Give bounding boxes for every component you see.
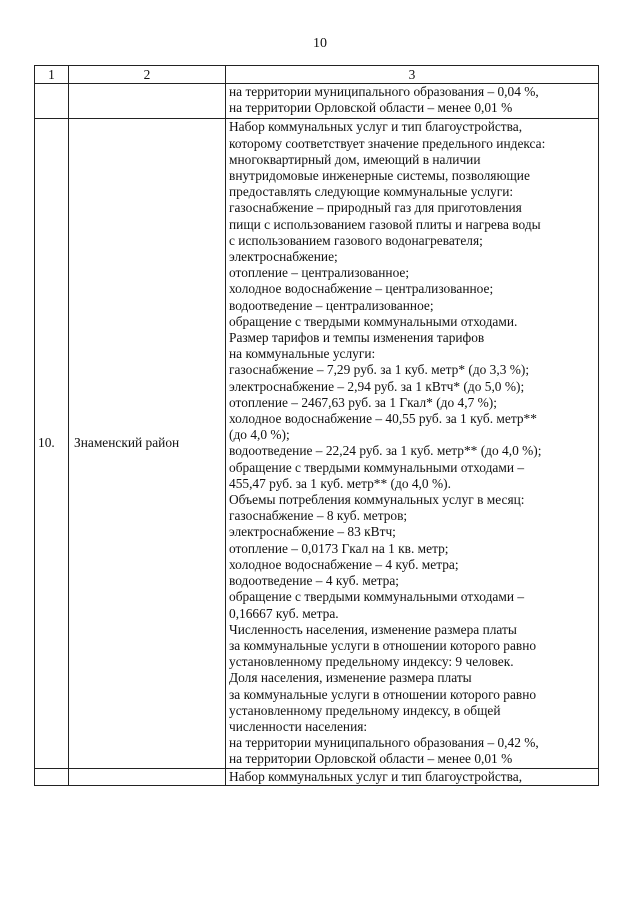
content-line: электроснабжение – 83 кВтч; <box>229 524 396 540</box>
content-line: Численность населения, изменение размера платы <box>229 621 517 637</box>
row-number: 10. <box>35 119 69 768</box>
content-line: Объемы потребления коммунальных услуг в месяц: <box>229 492 525 508</box>
content-line: с использованием газового водонагревателя; <box>229 232 483 248</box>
table-row-10 <box>35 119 599 768</box>
content-line: предоставлять следующие коммунальные услуги: <box>229 184 514 200</box>
content-line: 0,16667 куб. метра. <box>229 605 339 621</box>
content-line: газоснабжение – природный газ для приготовления <box>229 200 522 216</box>
content-line: электроснабжение; <box>229 249 338 265</box>
district-name: Знаменский район <box>69 119 226 768</box>
table-header-row <box>35 66 599 84</box>
content-line: установленному предельному индексу: 9 человек. <box>229 654 514 670</box>
content-line: Набор коммунальных услуг и тип благоустройства, <box>229 119 523 135</box>
content-line: водоотведение – 22,24 руб. за 1 куб. метр** (до 4,0 %); <box>229 443 542 459</box>
content-line: водоотведение – централизованное; <box>229 297 434 313</box>
content-line: холодное водоснабжение – централизованное; <box>229 281 494 297</box>
content-line: холодное водоснабжение – 4 куб. метра; <box>229 556 459 572</box>
content-line: на территории Орловской области – менее 0,01 % <box>229 100 513 116</box>
content-line: водоотведение – 4 куб. метра; <box>229 573 400 589</box>
content-line: обращение с твердыми коммунальными отходами – <box>229 459 525 475</box>
next-row-name-cell <box>69 768 226 785</box>
content-line: за коммунальные услуги в отношении которого равно <box>229 686 537 702</box>
content-line: на территории Орловской области – менее 0,01 % <box>229 751 513 767</box>
content-line: Доля населения, изменение размера платы <box>229 670 472 686</box>
content-line: отопление – централизованное; <box>229 265 410 281</box>
content-line: на коммунальные услуги: <box>229 346 376 362</box>
page-number: 10 <box>313 36 327 51</box>
content-line: за коммунальные услуги в отношении которого равно <box>229 637 537 653</box>
content-line: пищи с использованием газовой плиты и нагрева воды <box>229 216 541 232</box>
continuation-content-cell <box>226 84 599 119</box>
continuation-row <box>35 84 599 119</box>
content-line: обращение с твердыми коммунальными отходами. <box>229 313 518 329</box>
next-row <box>35 768 599 785</box>
tariff-table <box>34 65 599 786</box>
continuation-number-cell <box>35 84 69 119</box>
content-line: внутридомовые инженерные системы, позволяющие <box>229 168 530 184</box>
header-col-3: 3 <box>226 66 599 84</box>
next-row-content-cell <box>226 768 599 785</box>
content-line: Набор коммунальных услуг и тип благоустройства, <box>229 768 523 784</box>
content-line: газоснабжение – 8 куб. метров; <box>229 508 408 524</box>
content-line: холодное водоснабжение – 40,55 руб. за 1 куб. метр** <box>229 411 537 427</box>
content-line: на территории муниципального образования – 0,42 %, <box>229 735 539 751</box>
content-line: численности населения: <box>229 718 368 734</box>
content-line: 455,47 руб. за 1 куб. метр** (до 4,0 %). <box>229 475 451 491</box>
content-line: газоснабжение – 7,29 руб. за 1 куб. метр* (до 3,3 %); <box>229 362 530 378</box>
content-line: на территории муниципального образования – 0,04 %, <box>229 84 539 99</box>
content-line: Размер тарифов и темпы изменения тарифов <box>229 330 485 346</box>
content-line: (до 4,0 %); <box>229 427 290 443</box>
content-line: многоквартирный дом, имеющий в наличии <box>229 151 481 167</box>
content-line: обращение с твердыми коммунальными отходами – <box>229 589 525 605</box>
content-line: отопление – 0,0173 Гкал на 1 кв. метр; <box>229 540 449 556</box>
content-line: электроснабжение – 2,94 руб. за 1 кВтч* (до 5,0 %); <box>229 378 525 394</box>
next-row-number-cell <box>35 768 69 785</box>
header-col-1: 1 <box>35 66 69 84</box>
continuation-name-cell <box>69 84 226 119</box>
content-line: установленному предельному индексу, в общей <box>229 702 501 718</box>
header-col-2: 2 <box>69 66 226 84</box>
content-line: отопление – 2467,63 руб. за 1 Гкал* (до 4,7 %); <box>229 394 497 410</box>
row-content-cell <box>226 119 599 768</box>
content-line: которому соответствует значение предельного индекса: <box>229 135 546 151</box>
